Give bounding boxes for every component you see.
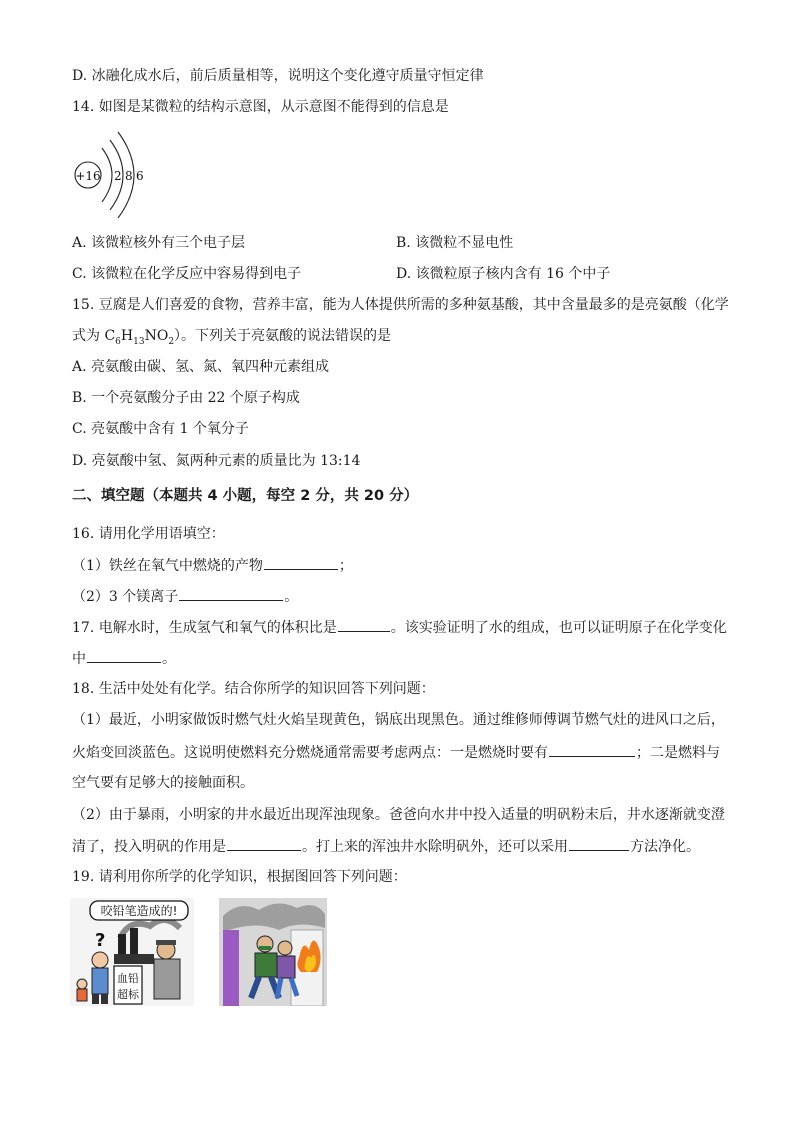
q17-line1: 17. 电解水时，生成氢气和氧气的体积比是 。该实验证明了水的组成，也可以证明原子在化学变化 [72, 617, 727, 638]
atom-structure-diagram [72, 128, 162, 220]
answer-blank[interactable] [87, 648, 161, 663]
q15-option-c: C. 亮氨酸中含有 1 个氧分子 [72, 421, 249, 437]
answer-blank[interactable] [227, 836, 301, 851]
section-2-title: 二、填空题（本题共 4 小题，每空 2 分，共 20 分） [72, 488, 419, 504]
shell-electrons-2: 8 [125, 169, 133, 183]
q17-line2: 中 。 [72, 648, 176, 669]
shell-electrons-3: 6 [136, 169, 144, 183]
q15-option-b: B. 一个亮氨酸分子由 22 个原子构成 [72, 390, 300, 406]
q15-option-d: D. 亮氨酸中氢、氮两种元素的质量比为 13:14 [72, 453, 361, 469]
cartoon-speech-bubble: 咬铅笔造成的! [100, 904, 178, 918]
q15-stem-line2: 式为 $C_6H_{13}NO_2$）。下列关于亮氨酸的说法错误的是 [72, 328, 392, 347]
q14-option-a: A. 该微粒核外有三个电子层 [72, 235, 246, 251]
q14-option-b: B. 该微粒不显电性 [396, 235, 514, 251]
shell-electrons-1: 2 [114, 169, 122, 183]
answer-blank[interactable] [549, 742, 635, 757]
q14-option-d: D. 该微粒原子核内含有 16 个中子 [396, 266, 611, 282]
question-mark: ? [95, 930, 106, 951]
q18-part1-line1: （1）最近，小明家做饭时燃气灶火焰呈现黄色，锅底出现黑色。通过维修师傅调节燃气灶的进风口之后， [72, 712, 725, 728]
nucleus-charge: +16 [75, 169, 101, 183]
answer-blank[interactable] [179, 586, 283, 601]
shell-arc-1 [102, 148, 112, 202]
q18-part2-line2: 清了，投入明矾的作用是 。打上来的浑浊井水除明矾外，还可以采用 方法净化。 [72, 836, 700, 857]
q16-part1: （1）铁丝在氧气中燃烧的产物 ； [72, 555, 353, 576]
q16-part2: （2）3 个镁离子 。 [72, 586, 298, 607]
q18-part1-line3: 空气要有足够大的接触面积。 [72, 775, 254, 791]
q18-part1-line2: 火焰变回淡蓝色。这说明使燃料充分燃烧通常需要考虑两点：一是燃烧时要有 ；二是燃料与 [72, 742, 720, 763]
q14-stem: 14. 如图是某微粒的结构示意图，从示意图不能得到的信息是 [72, 99, 449, 115]
q15-option-a: A. 亮氨酸由碳、氢、氮、氧四种元素组成 [72, 359, 330, 375]
answer-blank[interactable] [569, 836, 629, 851]
answer-blank[interactable] [264, 555, 338, 570]
q15-stem-line1: 15. 豆腐是人们喜爱的食物，营养丰富，能为人体提供所需的多种氨基酸，其中含量最多的是亮氨酸（化学 [72, 297, 729, 313]
q13-option-d: D. 冰融化成水后，前后质量相等，说明这个变化遵守质量守恒定律 [72, 68, 484, 84]
lead-pencil-cartoon [70, 898, 194, 1006]
q16-stem: 16. 请用化学用语填空： [72, 526, 225, 542]
q18-part2-line1: （2）由于暴雨，小明家的井水最近出现浑浊现象。爸爸向水井中投入适量的明矾粉末后，井水逐渐就变澄 [72, 807, 725, 823]
q19-stem: 19. 请利用你所学的化学知识，根据图回答下列问题： [72, 869, 407, 885]
sign-text-1: 血铅 [117, 972, 139, 985]
q18-stem: 18. 生活中处处有化学。结合你所学的知识回答下列问题： [72, 681, 435, 697]
fire-escape-cartoon [219, 898, 327, 1006]
sign-text-2: 超标 [117, 988, 139, 1001]
q14-option-c: C. 该微粒在化学反应中容易得到电子 [72, 266, 302, 282]
answer-blank[interactable] [338, 617, 390, 632]
